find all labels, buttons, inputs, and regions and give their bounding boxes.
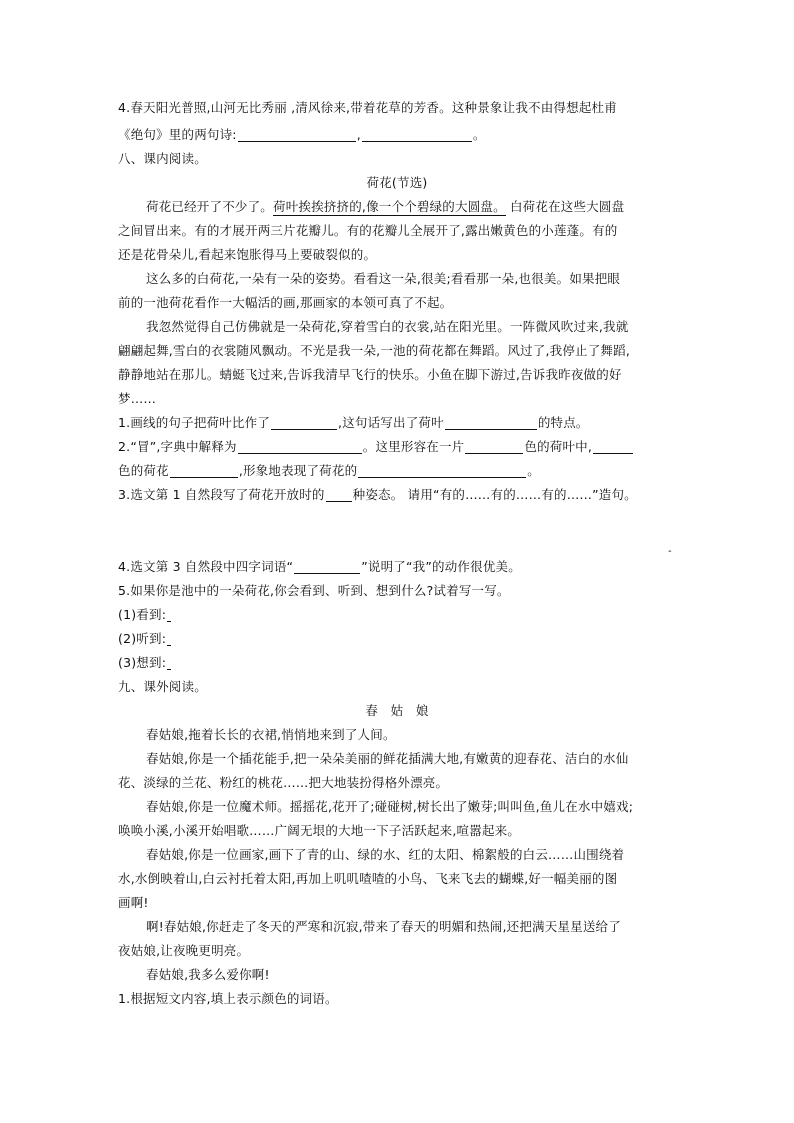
period: 。 xyxy=(472,127,486,142)
lotus-paragraph-3-line-3: 静静地站在那儿。蜻蜓飞过来,告诉我清早飞行的快乐。小鱼在脚下游过,告诉我昨夜做的好 xyxy=(118,367,622,382)
lotus-question-5-see xyxy=(118,608,172,622)
spring-question-1: 1.根据短文内容,填上表示颜色的词语。 xyxy=(118,991,338,1006)
stray-dash-mark: - xyxy=(668,546,672,557)
answer-blank[interactable] xyxy=(465,441,523,454)
text-span: 荷花已经开了不少了。 xyxy=(146,199,274,214)
text-span: 3.选文第 1 自然段写了荷花开放时的 xyxy=(118,487,325,502)
lotus-paragraph-3-line-4: 梦…… xyxy=(118,391,157,406)
spring-paragraph-4-line-3: 画啊! xyxy=(118,895,149,910)
lotus-paragraph-1-line-2: 之间冒出来。有的才展开两三片花瓣儿。有的花瓣儿全展开了,露出嫩黄色的小莲蓬。有的 xyxy=(118,223,618,238)
spring-paragraph-4-line-1: 春姑娘,你是一位画家,画下了青的山、绿的水、红的太阳、棉絮般的白云……山围绕着 xyxy=(146,847,625,862)
underlined-sentence: 荷叶挨挨挤挤的,像一个个碧绿的大圆盘。 xyxy=(273,199,506,214)
lotus-paragraph-3-line-1: 我忽然觉得自己仿佛就是一朵荷花,穿着雪白的衣裳,站在阳光里。一阵微风吹过来,我就 xyxy=(146,319,629,334)
answer-blank[interactable] xyxy=(271,417,337,430)
answer-blank[interactable] xyxy=(167,633,171,646)
lotus-question-2-line-2 xyxy=(118,464,540,478)
spring-paragraph-2-line-1: 春姑娘,你是一个插花能手,把一朵朵美丽的鲜花插满大地,有嫩黄的迎春花、洁白的水仙 xyxy=(146,751,629,766)
answer-blank[interactable] xyxy=(593,441,633,454)
text-span: 的特点。 xyxy=(537,415,589,430)
text-span: (2)听到: xyxy=(118,631,167,646)
text-span: 。 xyxy=(527,463,540,478)
answer-blank[interactable] xyxy=(362,129,472,142)
lotus-paragraph-2-line-1: 这么多的白荷花,一朵有一朵的姿势。看看这一朵,很美;看看那一朵,也很美。如果把眼 xyxy=(146,271,621,286)
question-4-prompt: 《绝句》里的两句诗: xyxy=(118,127,237,142)
section-9-heading: 九、课外阅读。 xyxy=(118,679,207,694)
lotus-question-5-think xyxy=(118,656,172,670)
answer-blank[interactable] xyxy=(326,489,352,502)
passage-title-lotus: 荷花(节选) xyxy=(366,175,428,190)
answer-blank[interactable] xyxy=(238,441,362,454)
lotus-paragraph-1-line-1 xyxy=(146,200,624,214)
spring-paragraph-5-line-2: 夜姑娘,让夜晚更明亮。 xyxy=(118,943,250,958)
section-8-heading: 八、课内阅读。 xyxy=(118,151,207,166)
lotus-paragraph-3-line-2: 翩翩起舞,雪白的衣裳随风飘动。不光是我一朵,一池的荷花都在舞蹈。风过了,我停止了舞蹈, xyxy=(118,343,630,358)
text-span: 4.选文第 3 自然段中四字词语“ xyxy=(118,559,294,574)
spring-paragraph-2-line-2: 花、淡绿的兰花、粉红的桃花……把大地装扮得格外漂亮。 xyxy=(118,775,449,790)
text-span: 。这里形容在一片 xyxy=(362,439,465,454)
spring-paragraph-4-line-2: 水,水倒映着山,白云衬托着太阳,再加上叽叽喳喳的小鸟、飞来飞去的蝴蝶,好一幅美丽的图 xyxy=(118,871,618,886)
text-span: 白荷花在这些大圆盘 xyxy=(505,199,625,214)
spring-paragraph-5-line-1: 啊!春姑娘,你赶走了冬天的严寒和沉寂,带来了春天的明媚和热闹,还把满天星星送给了 xyxy=(146,919,621,934)
comma: , xyxy=(356,127,361,142)
text-span: 种姿态。 请用“有的……有的……有的……”造句。 xyxy=(352,487,637,502)
text-span: 2.“冒”,字典中解释为 xyxy=(118,439,237,454)
question-4-line-1: 4.春天阳光普照,山河无比秀丽 ,清风徐来,带着花草的芳香。这种景象让我不由得想起杜甫 xyxy=(118,100,617,115)
text-span: (3)想到: xyxy=(118,655,167,670)
lotus-paragraph-1-line-3: 还是花骨朵儿,看起来饱胀得马上要破裂似的。 xyxy=(118,247,377,262)
text-span: 色的荷花 xyxy=(118,463,169,478)
lotus-question-2-line-1 xyxy=(118,440,634,454)
text-span: 色的荷叶中, xyxy=(524,439,593,454)
spring-paragraph-1: 春姑娘,拖着长长的衣裙,悄悄地来到了人间。 xyxy=(146,727,396,742)
lotus-paragraph-2-line-2: 前的一池荷花看作一大幅活的画,那画家的本领可真了不起。 xyxy=(118,295,453,310)
answer-blank[interactable] xyxy=(358,465,526,478)
text-span: ,形象地表现了荷花的 xyxy=(238,463,358,478)
spring-paragraph-6: 春姑娘,我多么爱你啊! xyxy=(146,967,270,982)
spring-paragraph-3-line-1: 春姑娘,你是一位魔术师。摇摇花,花开了;碰碰树,树长出了嫩芽;叫叫鱼,鱼儿在水中嬉戏; xyxy=(146,799,634,814)
lotus-question-5-hear xyxy=(118,632,172,646)
answer-blank[interactable] xyxy=(445,417,537,430)
lotus-question-4 xyxy=(118,560,521,574)
lotus-question-5: 5.如果你是池中的一朵荷花,你会看到、听到、想到什么?试着写一写。 xyxy=(118,583,510,598)
answer-blank[interactable] xyxy=(170,465,238,478)
answer-blank[interactable] xyxy=(238,129,356,142)
answer-blank[interactable] xyxy=(167,657,171,670)
passage-title-spring-girl: 春 姑 娘 xyxy=(365,703,429,718)
text-span: ”说明了“我”的动作很优美。 xyxy=(361,559,521,574)
text-span: (1)看到: xyxy=(118,607,167,622)
text-span: 1.画线的句子把荷叶比作了 xyxy=(118,415,271,430)
spring-paragraph-3-line-2: 唤唤小溪,小溪开始唱歌……广阔无垠的大地一下子活跃起来,喧嚣起来。 xyxy=(118,823,521,838)
answer-blank[interactable] xyxy=(167,609,171,622)
text-span: ,这句话写出了荷叶 xyxy=(338,415,444,430)
lotus-question-1 xyxy=(118,416,589,430)
answer-blank[interactable] xyxy=(294,561,360,574)
question-4-line-2 xyxy=(118,128,486,142)
lotus-question-3 xyxy=(118,488,637,502)
